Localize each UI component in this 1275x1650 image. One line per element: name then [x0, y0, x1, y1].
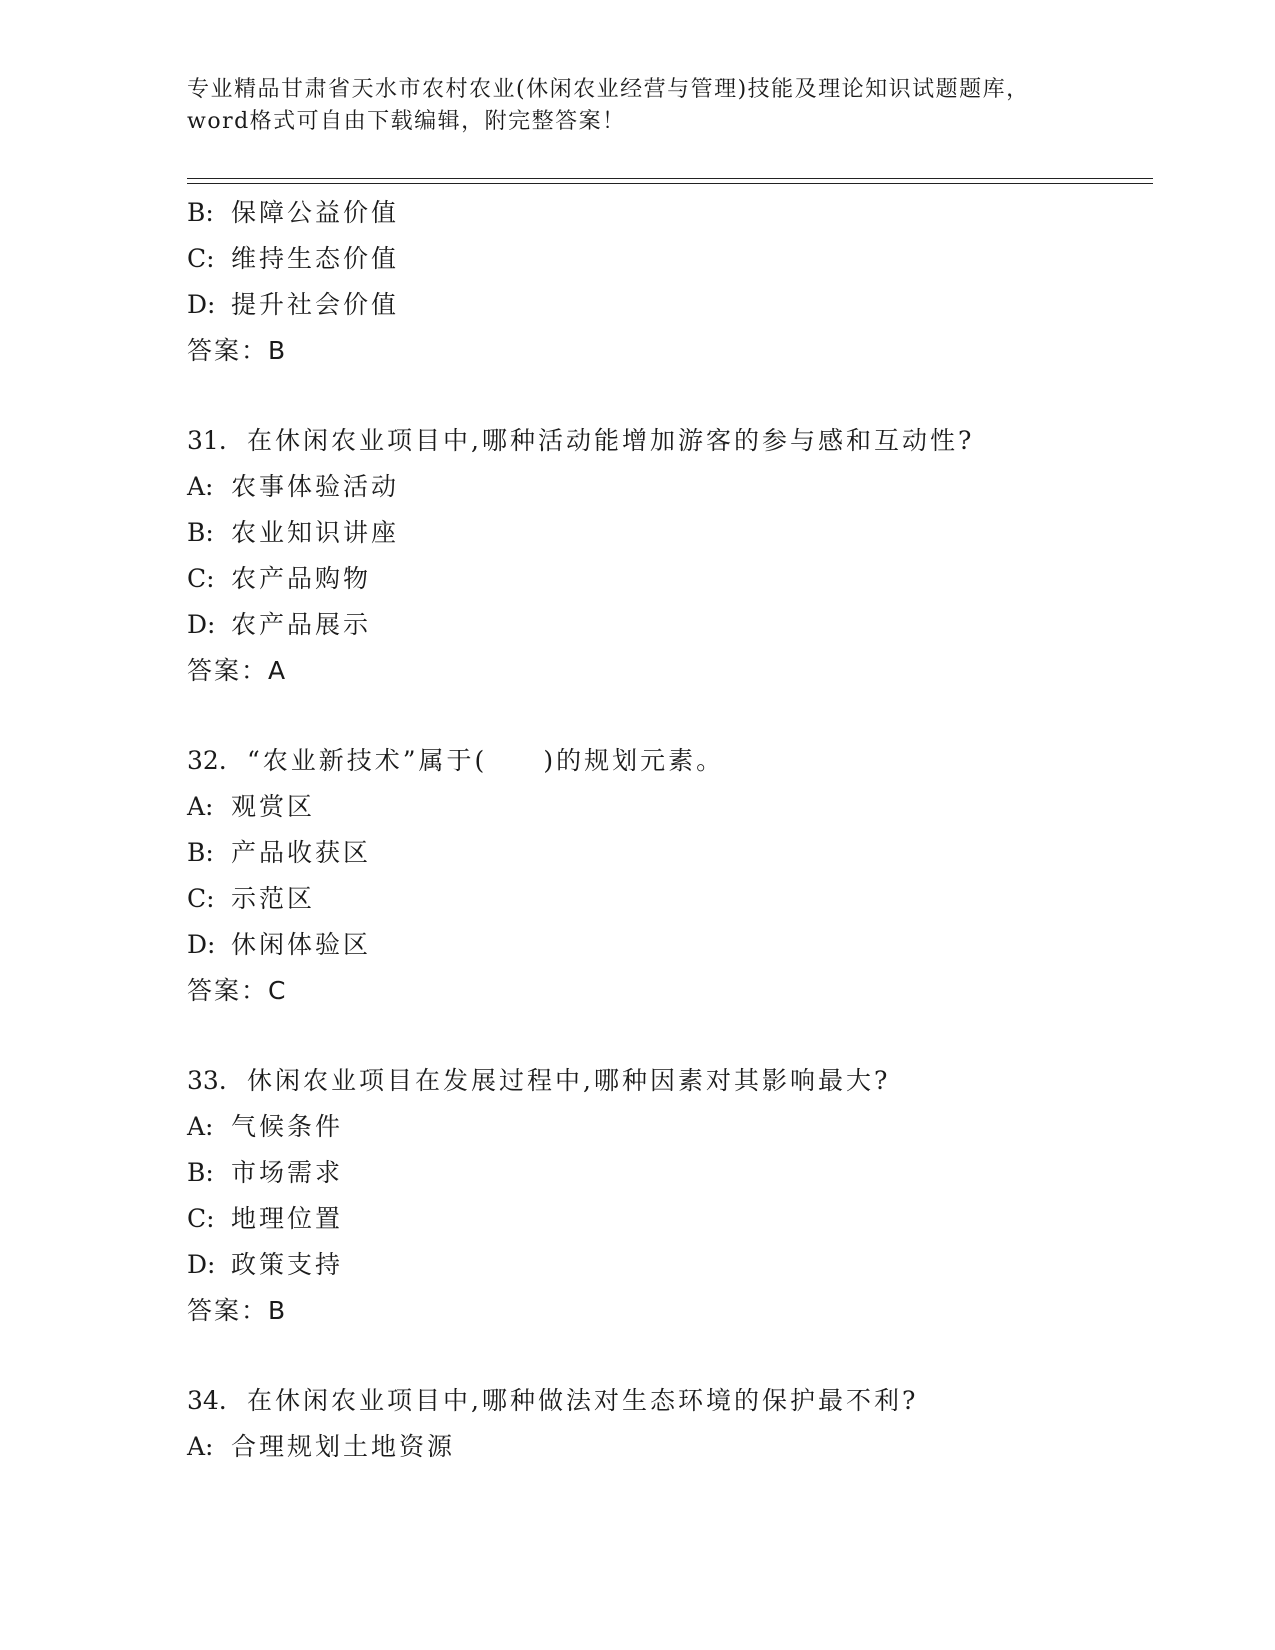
option-letter: C:: [187, 244, 215, 273]
question-stem: [187, 1058, 1153, 1104]
question-30-tail: [187, 190, 1153, 374]
document-header: [187, 74, 1087, 138]
option-letter: D:: [187, 930, 216, 959]
option-b: [187, 1150, 1153, 1196]
question-list: [187, 190, 1153, 1470]
question-number: 34.: [187, 1386, 227, 1415]
question-text: 休闲农业项目在发展过程中,哪种因素对其影响最大?: [247, 1066, 891, 1095]
question-number: 31.: [187, 426, 227, 455]
option-text: 保障公益价值: [231, 198, 400, 227]
question-text: 在休闲农业项目中,哪种做法对生态环境的保护最不利?: [247, 1386, 919, 1415]
option-text: 市场需求: [231, 1158, 344, 1187]
option-text: 农事体验活动: [231, 472, 400, 501]
option-a: [187, 464, 1153, 510]
option-letter: A:: [187, 1432, 214, 1461]
option-text: 农业知识讲座: [231, 518, 400, 547]
option-d: [187, 602, 1153, 648]
option-a: [187, 1424, 1153, 1470]
option-c: [187, 556, 1153, 602]
option-letter: A:: [187, 792, 214, 821]
option-letter: C:: [187, 564, 215, 593]
question-text: 在休闲农业项目中,哪种活动能增加游客的参与感和互动性?: [247, 426, 975, 455]
option-b: [187, 510, 1153, 556]
answer-line: 答案：C: [187, 976, 288, 1005]
option-a: [187, 1104, 1153, 1150]
spacer: [187, 694, 1153, 738]
option-a: [187, 784, 1153, 830]
option-letter: D:: [187, 610, 216, 639]
spacer: [187, 1334, 1153, 1378]
option-text: 维持生态价值: [231, 244, 400, 273]
option-letter: B:: [187, 838, 214, 867]
spacer: [187, 374, 1153, 418]
option-text: 地理位置: [231, 1204, 344, 1233]
option-letter: B:: [187, 198, 214, 227]
option-letter: A:: [187, 472, 214, 501]
question-32: [187, 738, 1153, 1014]
option-text: 休闲体验区: [231, 930, 372, 959]
question-stem: [187, 1378, 1153, 1424]
option-b: [187, 190, 1153, 236]
option-c: [187, 876, 1153, 922]
question-number: 32.: [187, 746, 227, 775]
header-title-line-2: word格式可自由下载编辑，附完整答案！: [187, 109, 626, 134]
option-d: [187, 922, 1153, 968]
option-letter: D:: [187, 290, 216, 319]
option-letter: B:: [187, 518, 214, 547]
option-text: 气候条件: [231, 1112, 344, 1141]
header-title-line-1: 专业精品甘肃省天水市农村农业(休闲农业经营与管理)技能及理论知识试题题库，: [187, 77, 1030, 102]
option-c: [187, 1196, 1153, 1242]
option-text: 农产品购物: [231, 564, 372, 593]
option-d: [187, 1242, 1153, 1288]
option-d: [187, 282, 1153, 328]
option-text: 政策支持: [231, 1250, 344, 1279]
option-b: [187, 830, 1153, 876]
question-stem: [187, 418, 1153, 464]
question-number: 33.: [187, 1066, 227, 1095]
option-text: 提升社会价值: [231, 290, 400, 319]
option-letter: B:: [187, 1158, 214, 1187]
question-34: [187, 1378, 1153, 1470]
answer-line: 答案：A: [187, 656, 288, 685]
option-text: 示范区: [231, 884, 316, 913]
spacer: [187, 1014, 1153, 1058]
question-text: “农业新技术”属于( )的规划元素。: [247, 746, 725, 775]
option-text: 观赏区: [231, 792, 316, 821]
option-text: 产品收获区: [231, 838, 372, 867]
option-c: [187, 236, 1153, 282]
question-stem: [187, 738, 1153, 784]
option-text: 合理规划土地资源: [231, 1432, 456, 1461]
option-letter: A:: [187, 1112, 214, 1141]
option-letter: C:: [187, 884, 215, 913]
answer-line: 答案：B: [187, 1296, 288, 1325]
option-letter: C:: [187, 1204, 215, 1233]
question-33: [187, 1058, 1153, 1334]
header-divider-bottom: [187, 183, 1153, 184]
answer-line: 答案：B: [187, 336, 288, 365]
header-divider-top: [187, 178, 1153, 179]
option-text: 农产品展示: [231, 610, 372, 639]
option-letter: D:: [187, 1250, 216, 1279]
question-31: [187, 418, 1153, 694]
